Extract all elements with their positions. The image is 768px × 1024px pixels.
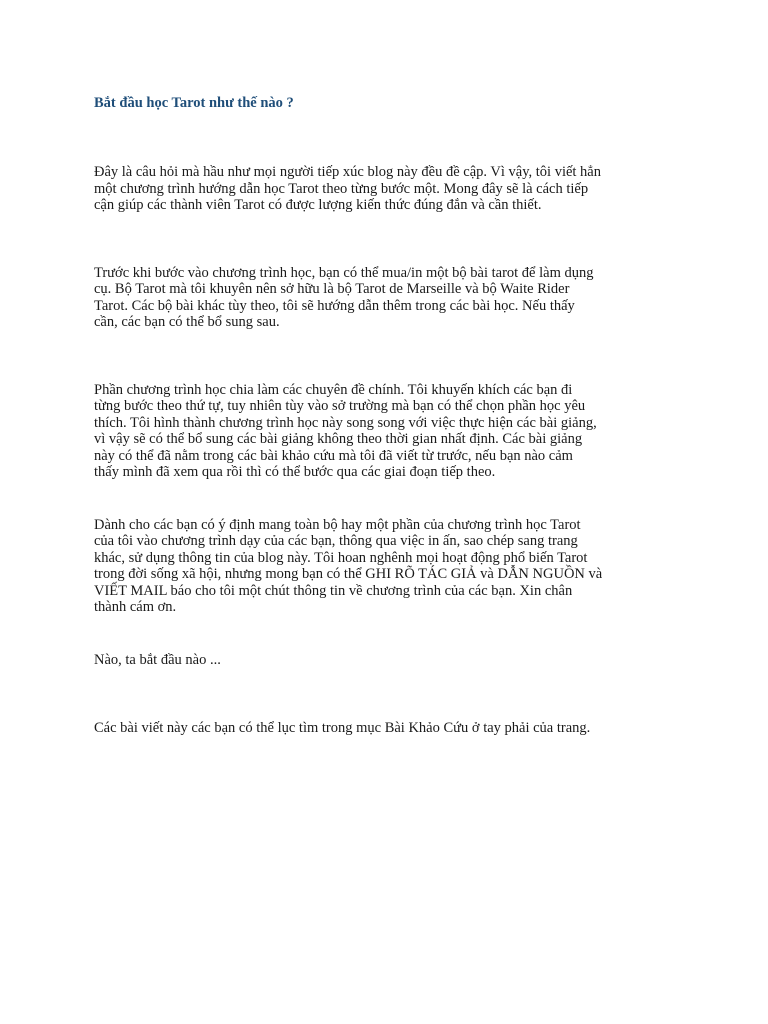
paragraph-usage-notice: Dành cho các bạn có ý định mang toàn bộ hay một phần của chương trình học Tarot của tôi vào chương trình dạy của các bạn, thông qua việc in ấn, sao chép sang trang khác, sử dụng thông tin của blog này. Tôi hoan nghênh mọi hoạt động phổ biến Tarot trong đời sống xã hội, nhưng mong bạn có thể GHI RÕ TÁC GIẢ và DẪN NGUỒN và VIẾT MAIL báo cho tôi một chút thông tin về chương trình của các bạn. Xin chân thành cám ơn. xyxy=(94,516,603,615)
paragraph-intro: Đây là câu hỏi mà hầu như mọi người tiếp xúc blog này đều đề cập. Vì vậy, tôi viết hẳn một chương trình hướng dẫn học Tarot theo từng bước một. Mong đây sẽ là cách tiếp cận giúp các thành viên Tarot có được lượng kiến thức đúng đắn và cần thiết. xyxy=(94,164,601,213)
document-title: Bắt đầu học Tarot như thế nào ? xyxy=(94,95,294,111)
paragraph-program-structure: Phần chương trình học chia làm các chuyên đề chính. Tôi khuyến khích các bạn đi từng bước theo thứ tự, tuy nhiên tùy vào sở trường mà bạn có thể chọn phần học yêu thích. Tôi hình thành chương trình học này song song với việc thực hiện các bài giảng, vì vậy sẽ có thể bổ sung các bài giảng không theo thời gian nhất định. Các bài giảng này có thể đã nằm trong các bài khảo cứu mà tôi đã viết từ trước, nếu bạn nào cảm thấy mình đã xem qua rồi thì có thể bước qua các giai đoạn tiếp theo. xyxy=(94,381,597,480)
paragraph-where-to-find: Các bài viết này các bạn có thể lục tìm trong mục Bài Khảo Cứu ở tay phải của trang. xyxy=(94,720,591,736)
paragraph-deck-advice: Trước khi bước vào chương trình học, bạn có thể mua/in một bộ bài tarot để làm dụng cụ. Bộ Tarot mà tôi khuyên nên sở hữu là bộ Tarot de Marseille và bộ Waite Rider Tarot. Các bộ bài khác tùy theo, tôi sẽ hướng dẫn thêm trong các bài học. Nếu thấy cần, các bạn có thể bổ sung sau. xyxy=(94,264,594,330)
document-body xyxy=(94,94,682,737)
paragraph-lets-start: Nào, ta bắt đầu nào ... xyxy=(94,651,221,668)
